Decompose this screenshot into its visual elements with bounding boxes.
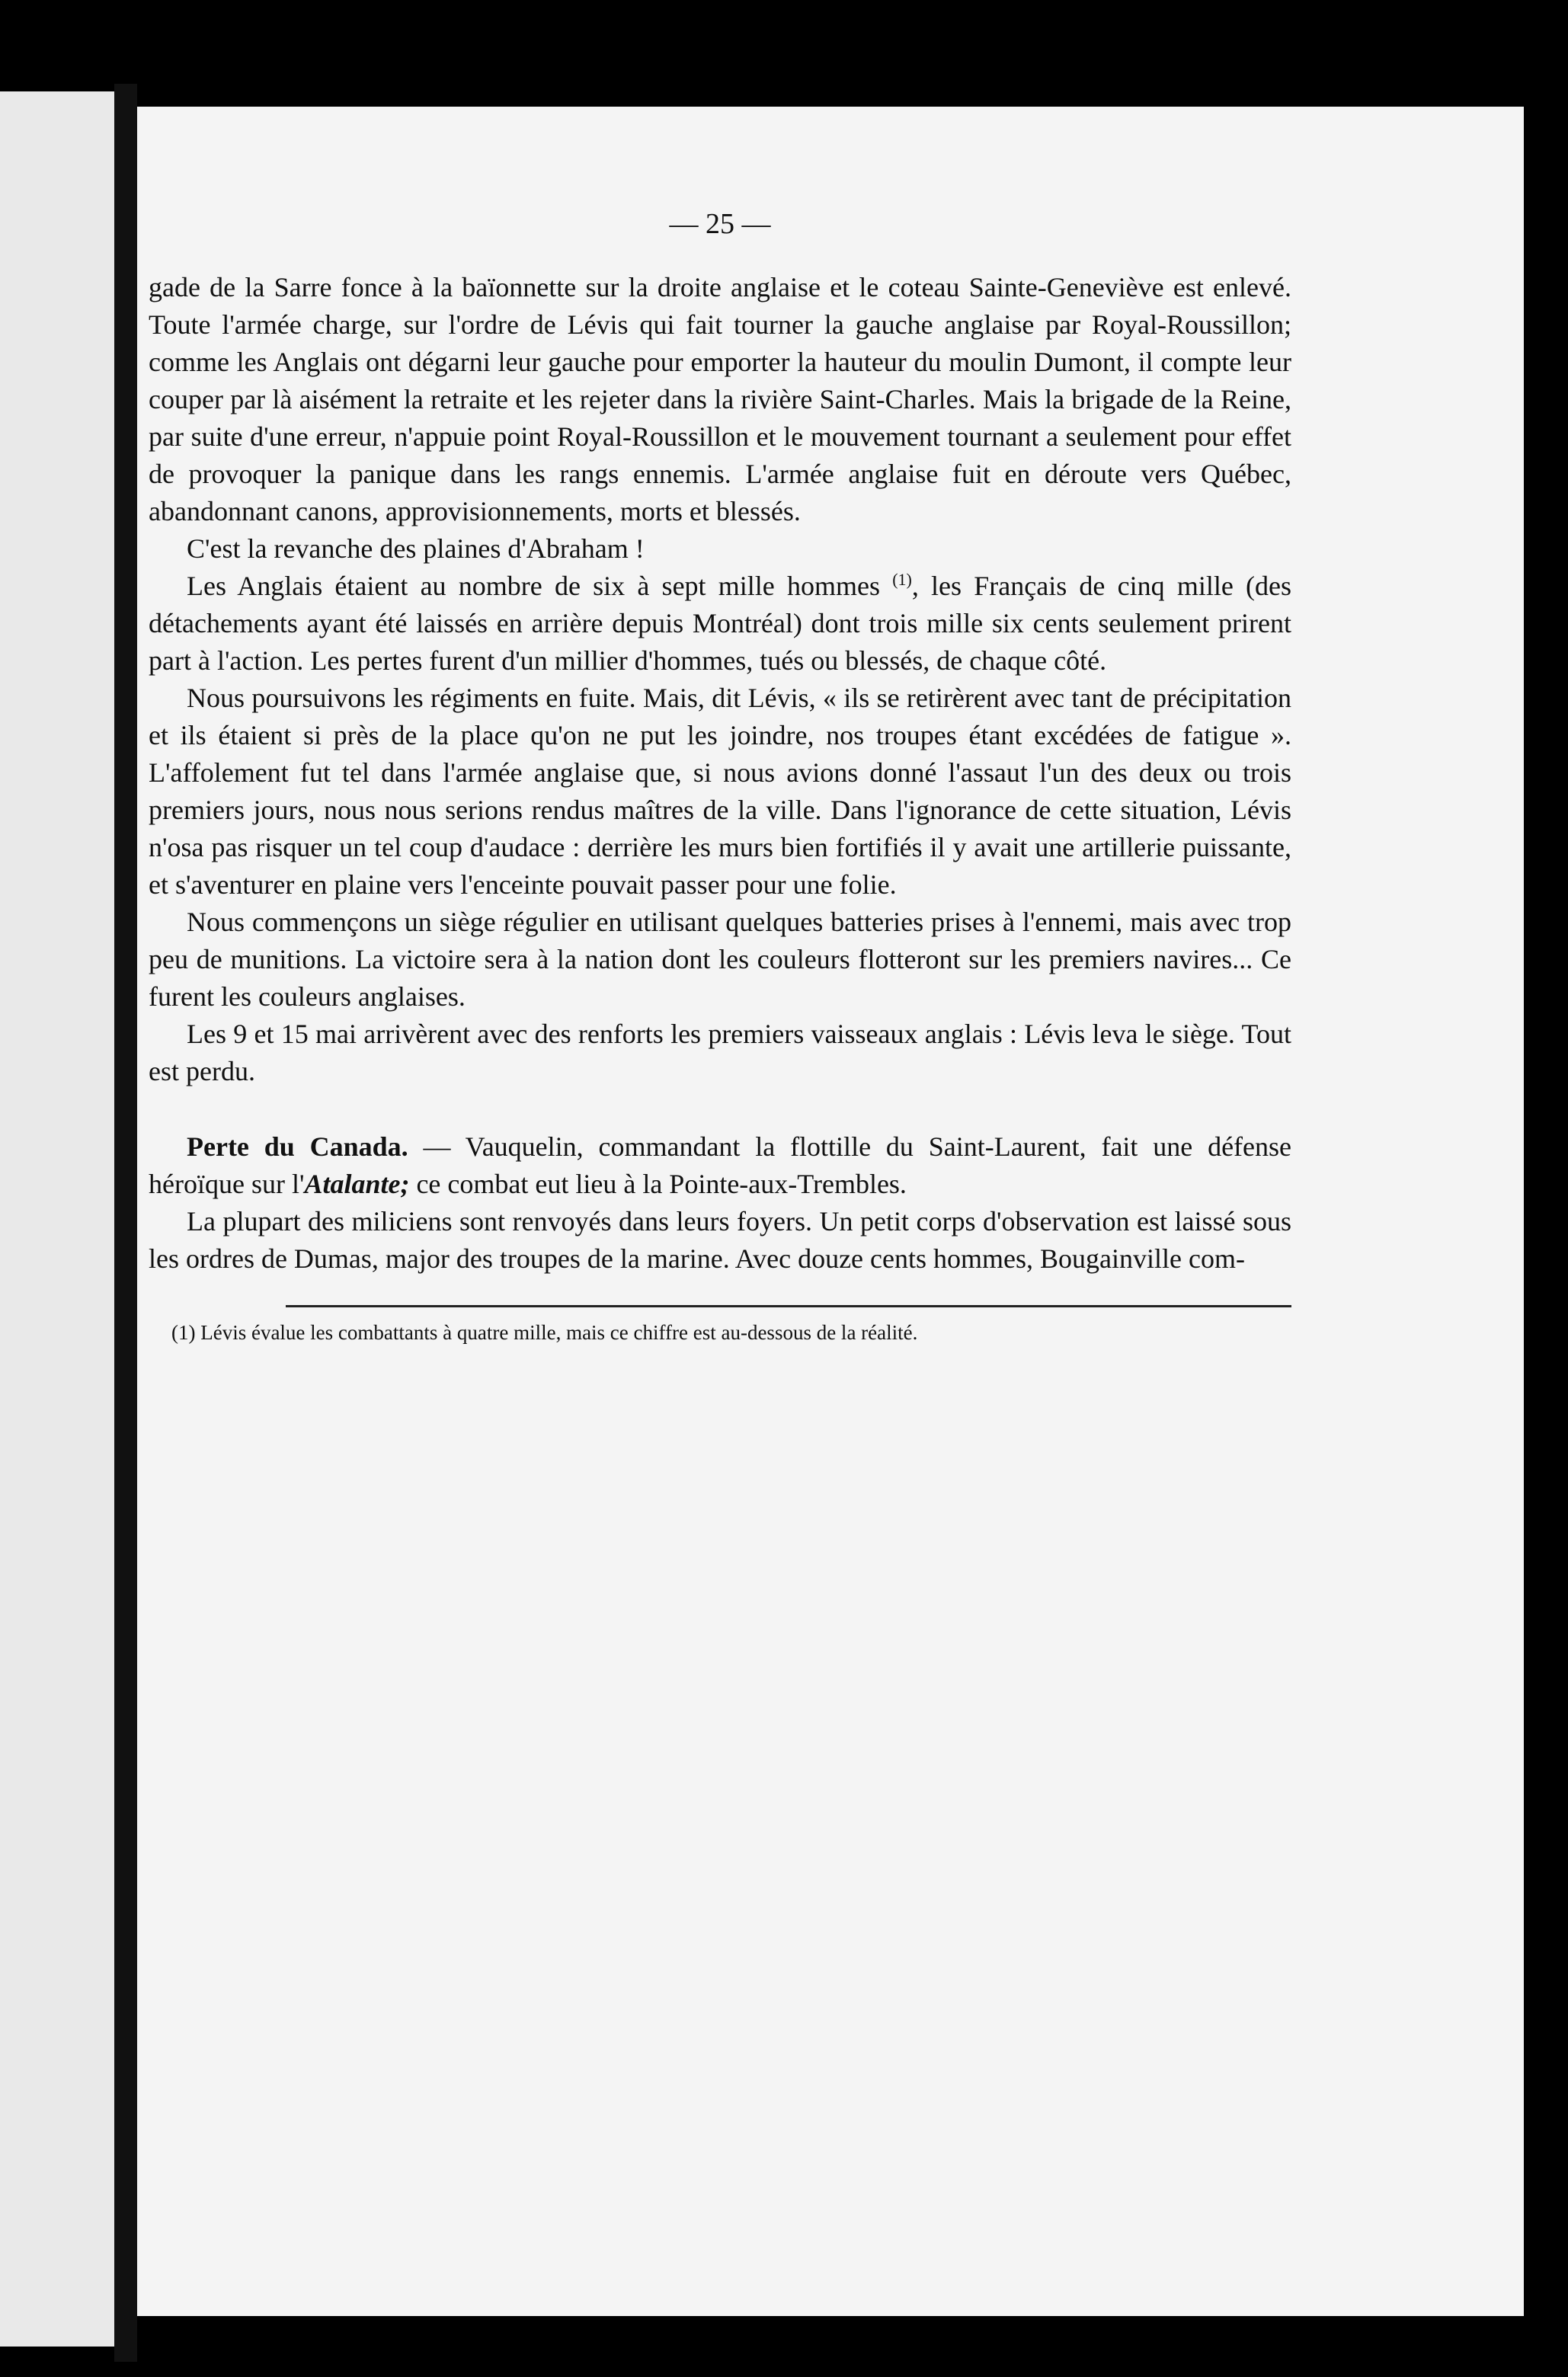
section-title: Perte du Canada.	[187, 1131, 408, 1162]
section-lead-after: ce combat eut lieu à la Pointe-aux-Trembles.	[409, 1169, 907, 1199]
previous-page-edge	[0, 91, 126, 2347]
paragraph-effectifs	[149, 568, 1291, 680]
footnote-reference[interactable]: (1)	[892, 570, 912, 589]
paragraph-renforts: Les 9 et 15 mai arrivèrent avec des renforts les premiers vaisseaux anglais : Lévis leva le siège. Tout est perdu.	[149, 1019, 1291, 1086]
paragraph-effectifs-text: Les Anglais étaient au nombre de six à sept mille hommes	[187, 571, 893, 601]
paragraph-poursuite: Nous poursuivons les régiments en fuite. Mais, dit Lévis, « ils se retirèrent avec tant de précipitation et ils étaient si près de la place qu'on ne put les joindre, nos troupes étant excédées de fatigue ». L'affolement fut tel dans l'armée anglaise que, si nous avions donné l'assaut l'un des deux ou trois premiers jours, nous nous serions rendus maîtres de la ville. Dans l'ignorance de cette situation, Lévis n'osa pas risquer un tel coup d'audace : derrière les murs bien fortifiés il y avait une artillerie puissante, et s'aventurer en plaine vers l'enceinte pouvait passer pour une folie.	[149, 683, 1291, 900]
paragraph-siege: Nous commençons un siège régulier en utilisant quelques batteries prises à l'ennemi, mais avec trop peu de munitions. La victoire sera à la nation dont les couleurs flotteront sur les premiers navires... Ce furent les couleurs anglaises.	[149, 907, 1291, 1012]
paragraph-miliciens: La plupart des miliciens sont renvoyés dans leurs foyers. Un petit corps d'observation est laissé sous les ordres de Dumas, major des troupes de la marine. Avec douze cents hommes, Bougainville com-	[149, 1206, 1291, 1274]
paragraph-revanche: C'est la revanche des plaines d'Abraham !	[187, 533, 645, 564]
section-perte-du-canada	[149, 1128, 1291, 1203]
footnote: (1) Lévis évalue les combattants à quatre mille, mais ce chiffre est au-dessous de la réalité.	[171, 1321, 918, 1344]
ship-name: Atalante;	[304, 1169, 410, 1199]
paragraph-continuation: gade de la Sarre fonce à la baïonnette sur la droite anglaise et le coteau Sainte-Geneviève est enlevé. Toute l'armée charge, sur l'ordre de Lévis qui fait tourner la gauche anglaise par Royal-Roussillon; comme les Anglais ont dégarni leur gauche pour emporter la hauteur du moulin Dumont, il compte leur couper par là aisément la retraite et les rejeter dans la rivière Saint-Charles. Mais la brigade de la Reine, par suite d'une erreur, n'appuie point Royal-Roussillon et le mouvement tournant a seulement pour effet de provoquer la panique dans les rangs ennemis. L'armée anglaise fuit en déroute vers Québec, abandonnant canons, approvisionnements, morts et blessés.	[149, 272, 1291, 526]
page-number: — 25 —	[669, 208, 771, 240]
paragraph-effectifs-text-after: , les Français de cinq mille (des détachements ayant été laissés en arrière depuis Montréal) dont trois mille six cents seulement prirent part à l'action. Les pertes furent d'un millier d'hommes, tués ou blessés, de chaque côté.	[149, 571, 1292, 676]
page-content	[149, 206, 1291, 1366]
footnote-divider	[286, 1305, 1291, 1307]
section-lead: — Vauquelin, commandant la flottille du Saint-Laurent, fait une défense héroïque sur l'	[149, 1131, 1292, 1199]
book-spine	[114, 84, 137, 2362]
